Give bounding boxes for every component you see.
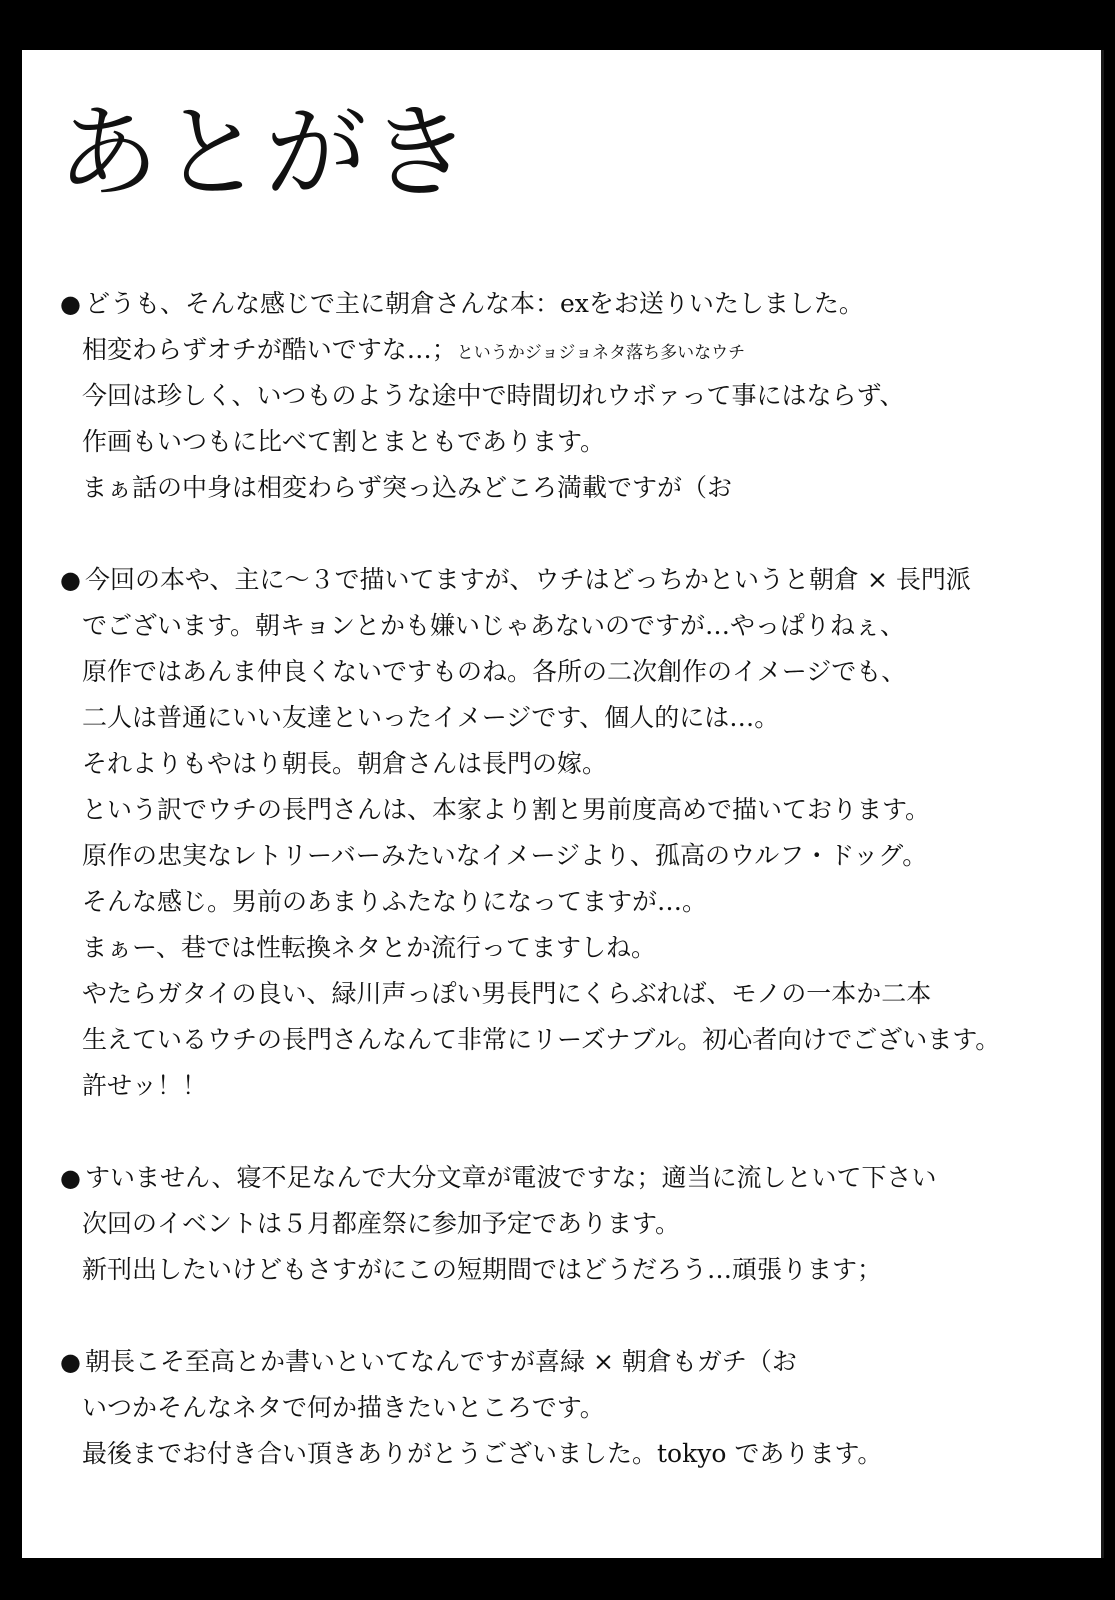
paragraph-line: やたらガタイの良い、緑川声っぽい男長門にくらぶれば、モノの一本か二本 [82,979,932,1008]
paragraph-line: まぁ話の中身は相変わらず突っ込みどころ満載ですが（お [82,473,733,502]
paragraph-line: 二人は普通にいい友達といったイメージです、個人的には…。 [82,703,780,732]
paragraph-line: 次回のイベントは５月都産祭に参加予定であります。 [82,1209,681,1238]
paragraph-line: でございます。朝キョンとかも嫌いじゃあないのですが…やっぱりねぇ、 [82,611,906,640]
paragraph-line: 許せッ！！ [82,1071,208,1100]
small-aside: というかジョジョネタ落ち多いなウチ [456,343,746,363]
paragraph-line: いつかそんなネタで何か描きたいところです。 [82,1393,605,1422]
paragraph-4 [60,1339,1080,1477]
paragraph-line: それよりもやはり朝長。朝倉さんは長門の嫁。 [82,749,608,778]
paragraph-line: 最後までお付き合い頂きありがとうございました。tokyo であります。 [82,1439,883,1468]
afterword-body [60,281,1080,1523]
paragraph-3 [60,1155,1080,1293]
bullet-icon: ● [60,566,81,594]
paragraph-line: 今回は珍しく、いつものような途中で時間切れウボァって事にはならず、 [82,381,905,410]
paragraph-2 [60,557,1080,1109]
paragraph-line: そんな感じ。男前のあまりふたなりになってますが…。 [82,887,708,916]
paragraph-line: という訳でウチの長門さんは、本家より割と男前度高めで描いております。 [82,795,931,824]
paragraph-line: 相変わらずオチが酷いですな…；というかジョジョネタ落ち多いなウチ [82,335,746,364]
paragraph-line: ● すいません、寝不足なんで大分文章が電波ですな；適当に流しといて下さい [60,1155,1080,1201]
afterword-page [22,50,1104,1558]
paragraph-line: 原作ではあんま仲良くないですものね。各所の二次創作のイメージでも、 [82,657,907,686]
paragraph-line: ● 今回の本や、主に～３で描いてますが、ウチはどっちかというと朝倉 × 長門派 [60,557,1080,603]
page-title: あとがき [57,94,473,213]
paragraph-line: 作画もいつもに比べて割とまともであります。 [82,427,606,456]
paragraph-line: ● どうも、そんな感じで主に朝倉さんな本：exをお送りいたしました。 [60,281,1080,327]
paragraph-1 [60,281,1080,511]
bullet-icon: ● [60,290,81,318]
paragraph-line: 新刊出したいけどもさすがにこの短期間ではどうだろう…頑張ります； [82,1255,883,1284]
paragraph-line: まぁー、巷では性転換ネタとか流行ってますしね。 [82,933,657,962]
paragraph-line: 生えているウチの長門さんなんて非常にリーズナブル。初心者向けでございます。 [82,1025,1001,1054]
bullet-icon: ● [60,1348,81,1376]
paragraph-line: 原作の忠実なレトリーバーみたいなイメージより、孤高のウルフ・ドッグ。 [82,841,928,870]
bullet-icon: ● [60,1164,81,1192]
paragraph-line: ● 朝長こそ至高とか書いといてなんですが喜緑 × 朝倉もガチ（お [60,1339,1080,1385]
